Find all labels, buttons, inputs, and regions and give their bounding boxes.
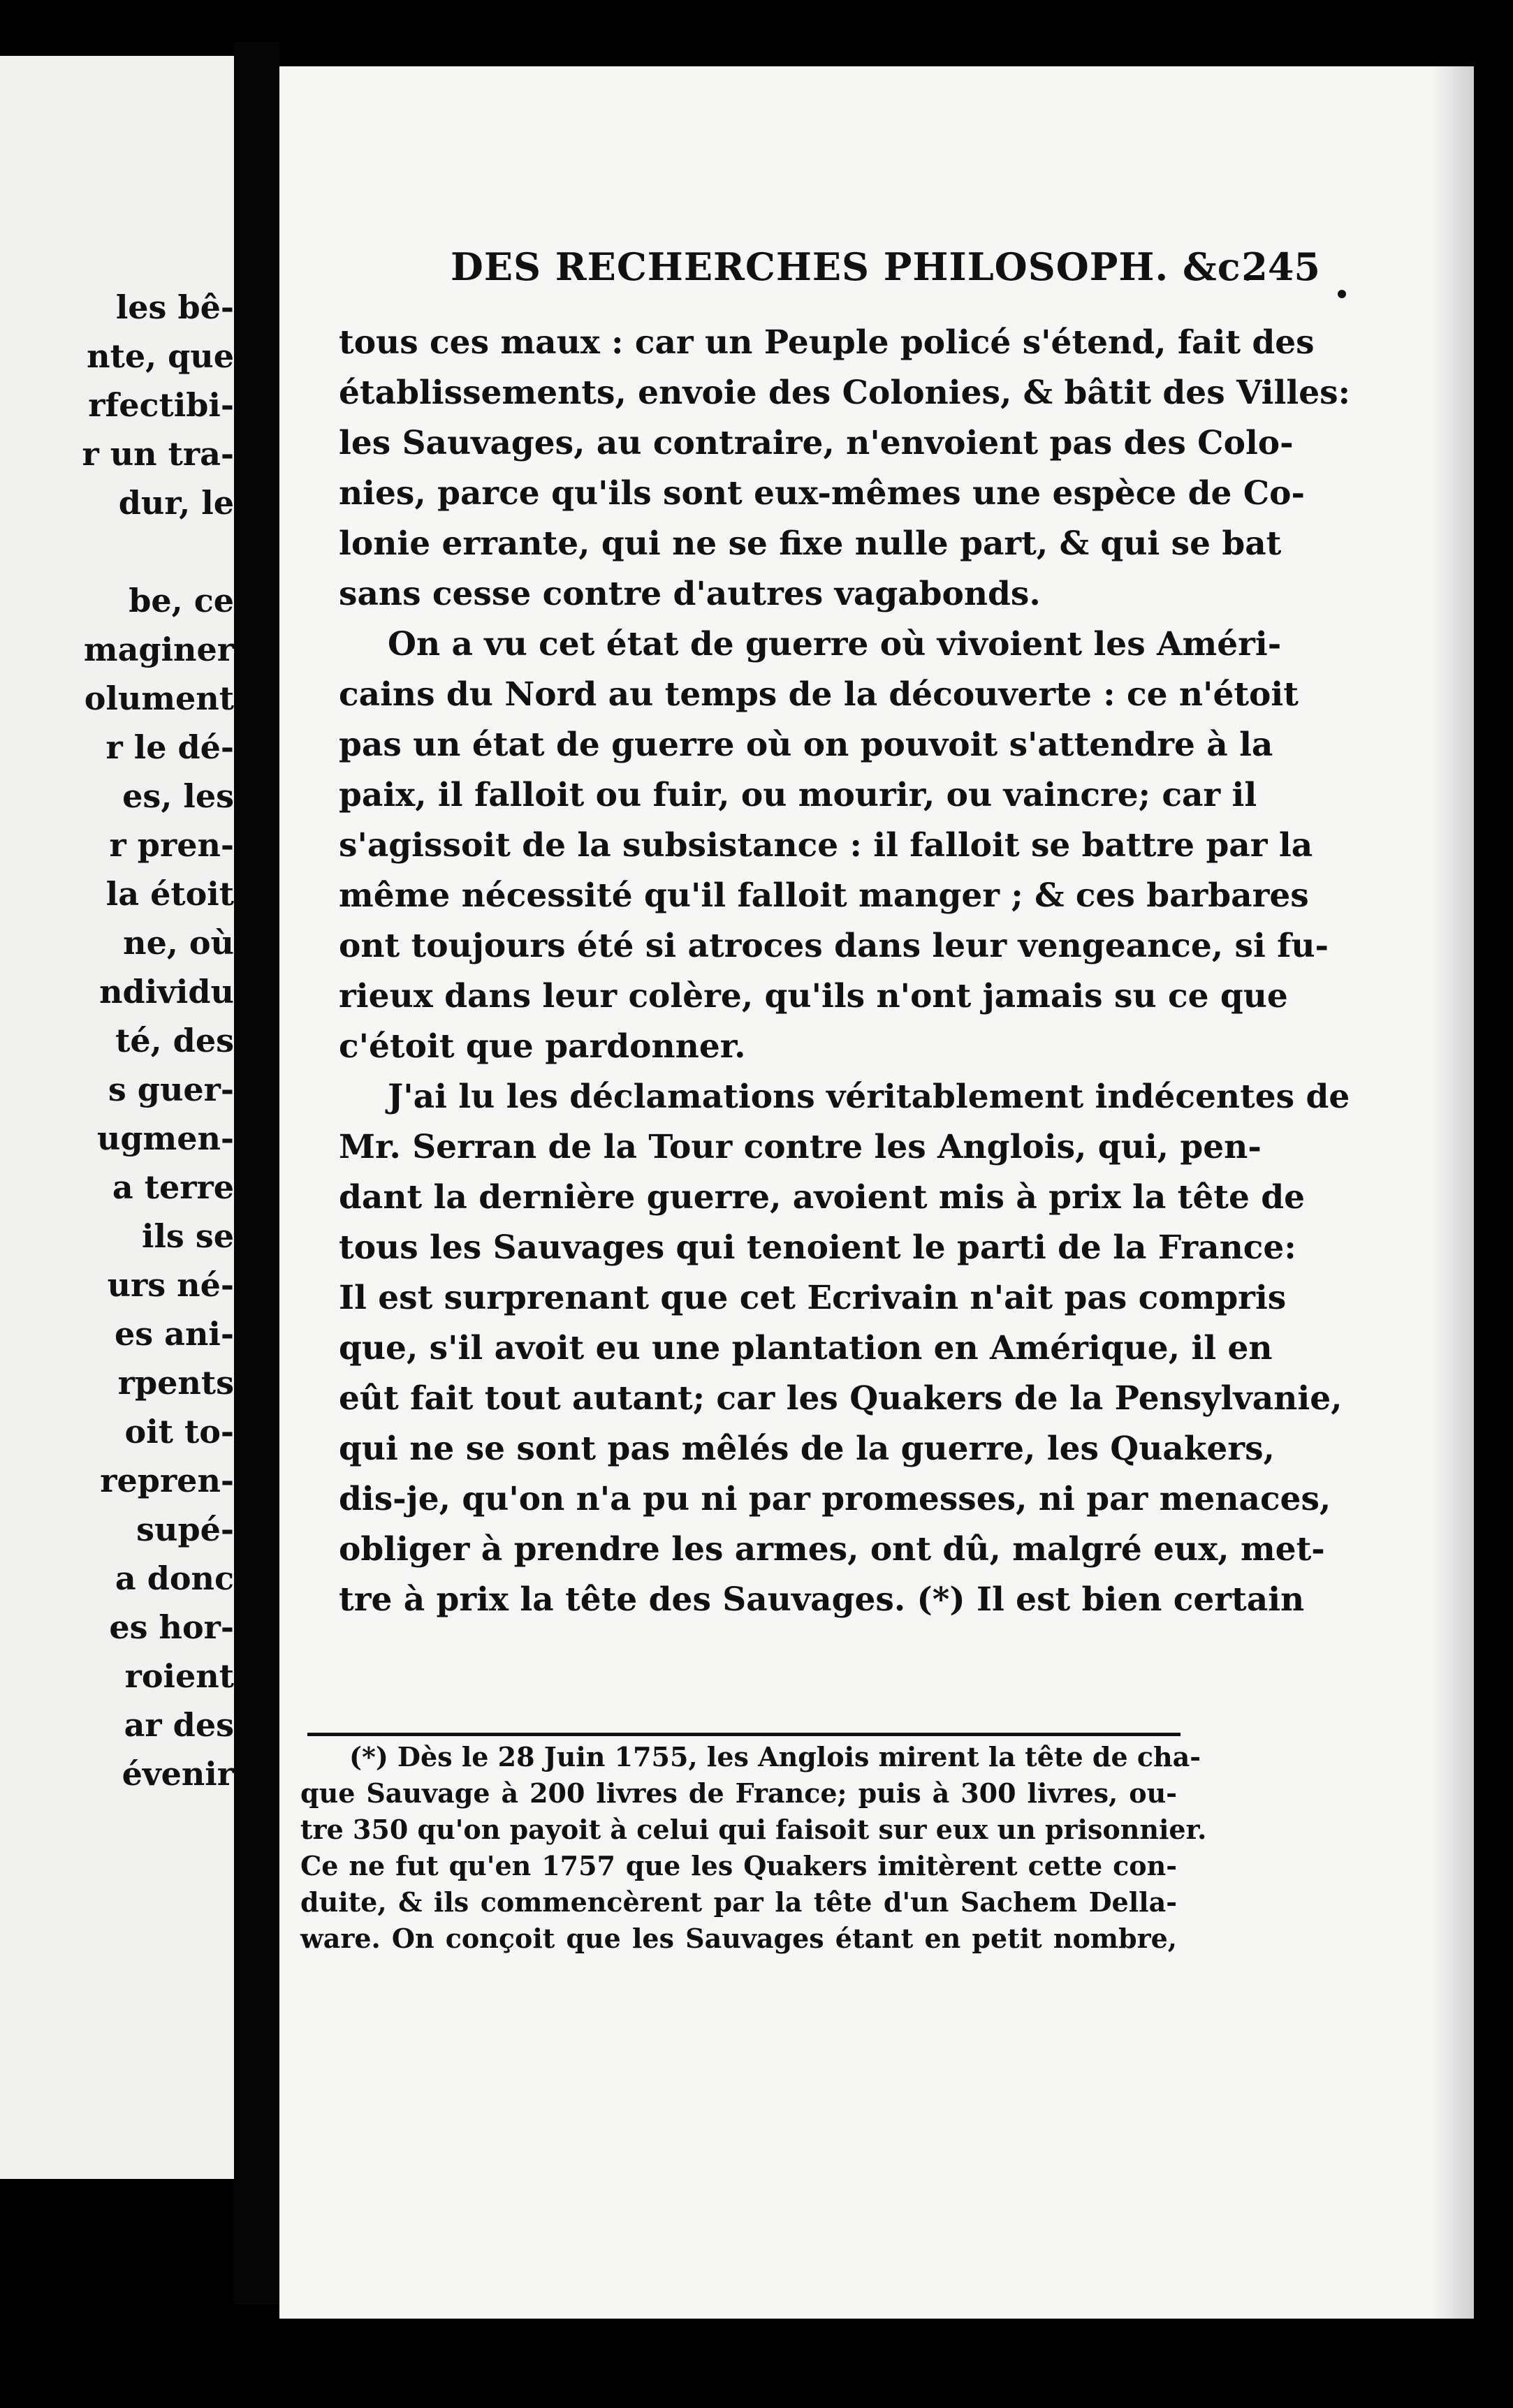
left-line: té, des [115,1022,234,1059]
body-text [339,318,1350,1625]
text-line: eût fait tout autant; car les Quakers de la Pensylvanie, [339,1379,1343,1418]
ink-speck [1338,290,1346,298]
page-number: 245 [1241,244,1320,289]
footnote-line: tre 350 qu'on payoit à celui qui faisoit sur eux un prisonnier. [300,1814,1207,1845]
text-line: tous ces maux : car un Peuple policé s'étend, fait des [339,323,1315,362]
left-line: ndividu [99,973,234,1011]
text-line: ont toujours été si atroces dans leur vengeance, si fu- [339,927,1329,965]
text-line: Mr. Serran de la Tour contre les Anglois, qui, pen- [339,1128,1262,1166]
left-line: rfectibi- [88,386,234,424]
left-line: oit to- [124,1413,234,1451]
text-line: rieux dans leur colère, qu'ils n'ont jamais su ce que [339,977,1288,1015]
text-line: tous les Sauvages qui tenoient le parti de la France: [339,1228,1296,1267]
left-page-text [82,283,234,1798]
left-line: dur, le [118,484,234,522]
text-line: sans cesse contre d'autres vagabonds. [339,575,1041,613]
left-page [0,56,241,2179]
text-line: Il est surprenant que cet Ecrivain n'ait pas compris [339,1279,1287,1317]
left-line: évenir [122,1755,234,1793]
text-line: cains du Nord au temps de la découverte : ce n'étoit [339,675,1299,714]
left-line: maginer [83,631,234,668]
left-line: r pren- [109,826,234,864]
footnote-rule [307,1733,1181,1736]
left-line: ugmen- [96,1119,234,1157]
left-line: r un tra- [82,435,234,473]
running-head [451,244,1320,307]
left-line: ar des [124,1706,234,1744]
left-line: rpents [117,1364,234,1402]
footnote-line: duite, & ils commencèrent par la tête d'un Sachem Della- [300,1886,1177,1918]
left-line: be, ce [129,582,234,619]
text-line: J'ai lu les déclamations véritablement indécentes de [388,1078,1350,1116]
left-line: repren- [100,1462,234,1499]
footnote-line: que Sauvage à 200 livres de France; puis à 300 livres, ou- [300,1777,1177,1809]
footnote-line: (*) Dès le 28 Juin 1755, les Anglois mirent la tête de cha- [349,1741,1201,1772]
left-line: supé- [136,1511,234,1548]
left-line: ne, où [123,924,234,962]
text-line: obliger à prendre les armes, ont dû, malgré eux, met- [339,1530,1325,1569]
text-line: établissements, envoie des Colonies, & bâtit des Villes: [339,374,1350,412]
left-line: a terre [112,1168,234,1206]
text-line: les Sauvages, au contraire, n'envoient pas des Colo- [339,424,1294,462]
text-line: que, s'il avoit eu une plantation en Amérique, il en [339,1329,1273,1367]
text-line: On a vu cet état de guerre où vivoient les Améri- [388,625,1282,663]
text-line: c'étoit que pardonner. [339,1027,746,1066]
text-line: dis-je, qu'on n'a pu ni par promesses, ni par menaces, [339,1480,1331,1518]
left-line: nte, que [87,337,234,375]
running-title: DES RECHERCHES PHILOSOPH. &c. [451,244,1255,289]
left-line: r le dé- [105,728,234,766]
text-line: même nécessité qu'il falloit manger ; & ces barbares [339,876,1309,915]
book-page [279,66,1474,2319]
left-line: ils se [141,1217,234,1255]
text-line: nies, parce qu'ils sont eux-mêmes une espèce de Co- [339,474,1305,513]
text-line: s'agissoit de la subsistance : il falloit se battre par la [339,826,1313,865]
text-line: paix, il falloit ou fuir, ou mourir, ou vaincre; car il [339,776,1257,814]
text-line: qui ne se sont pas mêlés de la guerre, les Quakers, [339,1430,1275,1468]
left-line: a donc [115,1559,234,1597]
text-line: lonie errante, qui ne se fixe nulle part, & qui se bat [339,524,1282,563]
text-line: pas un état de guerre où on pouvoit s'attendre à la [339,726,1273,764]
text-line: tre à prix la tête des Sauvages. (*) Il est bien certain [339,1580,1305,1619]
text-line: dant la dernière guerre, avoient mis à prix la tête de [339,1178,1306,1217]
left-line: es, les [122,777,234,815]
footnote [300,1739,1207,1957]
left-line: s guer- [108,1071,234,1108]
left-line: la étoit [105,875,234,913]
left-line: urs né- [107,1266,234,1304]
footnote-line: ware. On conçoit que les Sauvages étant en petit nombre, [300,1923,1177,1954]
book-gutter [234,42,279,2305]
left-line: les bê- [115,288,234,326]
page-edge-shadow [1432,66,1474,2319]
footnote-line: Ce ne fut qu'en 1757 que les Quakers imitèrent cette con- [300,1850,1177,1881]
left-line: olument [84,680,234,717]
left-line: es ani- [115,1315,234,1353]
left-line: roient [124,1657,234,1695]
left-line: es hor- [109,1608,234,1646]
left-line [82,527,234,576]
